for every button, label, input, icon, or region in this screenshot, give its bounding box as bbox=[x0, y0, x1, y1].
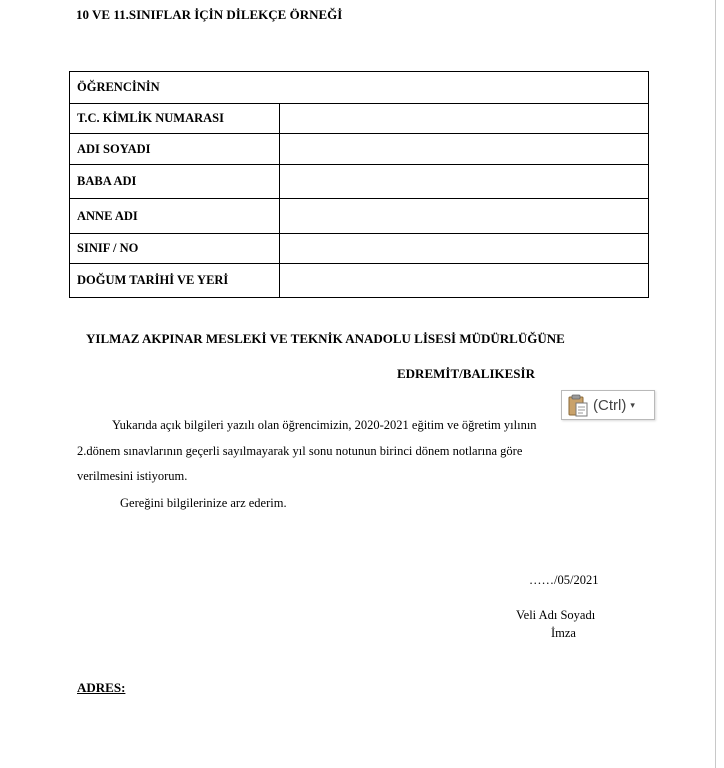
row-value-tc[interactable] bbox=[280, 104, 649, 134]
addressee-heading: YILMAZ AKPINAR MESLEKİ VE TEKNİK ANADOLU LİSESİ MÜDÜRLÜĞÜNE bbox=[86, 331, 565, 346]
table-row bbox=[70, 134, 649, 165]
dropdown-arrow-icon: ▾ bbox=[630, 399, 635, 410]
row-value-mother[interactable] bbox=[280, 199, 649, 234]
row-value-birth[interactable] bbox=[280, 264, 649, 298]
page-edge-line bbox=[715, 0, 716, 768]
address-label: ADRES: bbox=[77, 680, 126, 695]
row-value-name[interactable] bbox=[280, 134, 649, 165]
table-header-row bbox=[70, 72, 649, 104]
clipboard-icon bbox=[567, 393, 589, 417]
signature-label: İmza bbox=[551, 626, 576, 640]
table-row bbox=[70, 199, 649, 234]
row-value-father[interactable] bbox=[280, 165, 649, 199]
body-line-4: Gereğini bilgilerinize arz ederim. bbox=[120, 496, 287, 510]
body-line-2: 2.dönem sınavlarının geçerli sayılmayarak yıl sonu notunun birinci dönem notlarına göre bbox=[77, 444, 523, 458]
table-row bbox=[70, 165, 649, 199]
table-header-cell: ÖĞRENCİNİN bbox=[70, 72, 649, 104]
row-label-tc: T.C. KİMLİK NUMARASI bbox=[70, 104, 280, 134]
paste-options-label: (Ctrl) bbox=[593, 396, 627, 414]
row-label-mother: ANNE ADI bbox=[70, 199, 280, 234]
row-value-class[interactable] bbox=[280, 234, 649, 264]
signature-name: Veli Adı Soyadı bbox=[516, 608, 596, 622]
row-label-birth: DOĞUM TARİHİ VE YERİ bbox=[70, 264, 280, 298]
student-info-table bbox=[69, 71, 649, 298]
date-line: ……/05/2021 bbox=[529, 573, 599, 587]
row-label-class: SINIF / NO bbox=[70, 234, 280, 264]
table-row bbox=[70, 264, 649, 298]
paste-options-button[interactable] bbox=[561, 390, 655, 420]
table-row bbox=[70, 104, 649, 134]
body-line-3: verilmesini istiyorum. bbox=[77, 469, 188, 483]
row-label-name: ADI SOYADI bbox=[70, 134, 280, 165]
row-label-father: BABA ADI bbox=[70, 165, 280, 199]
city-heading: EDREMİT/BALIKESİR bbox=[397, 366, 535, 381]
table-row bbox=[70, 234, 649, 264]
document-title: 10 VE 11.SINIFLAR İÇİN DİLEKÇE ÖRNEĞİ bbox=[76, 7, 343, 22]
body-line-1: Yukarıda açık bilgileri yazılı olan öğrencimizin, 2020-2021 eğitim ve öğretim yılının bbox=[112, 418, 537, 432]
